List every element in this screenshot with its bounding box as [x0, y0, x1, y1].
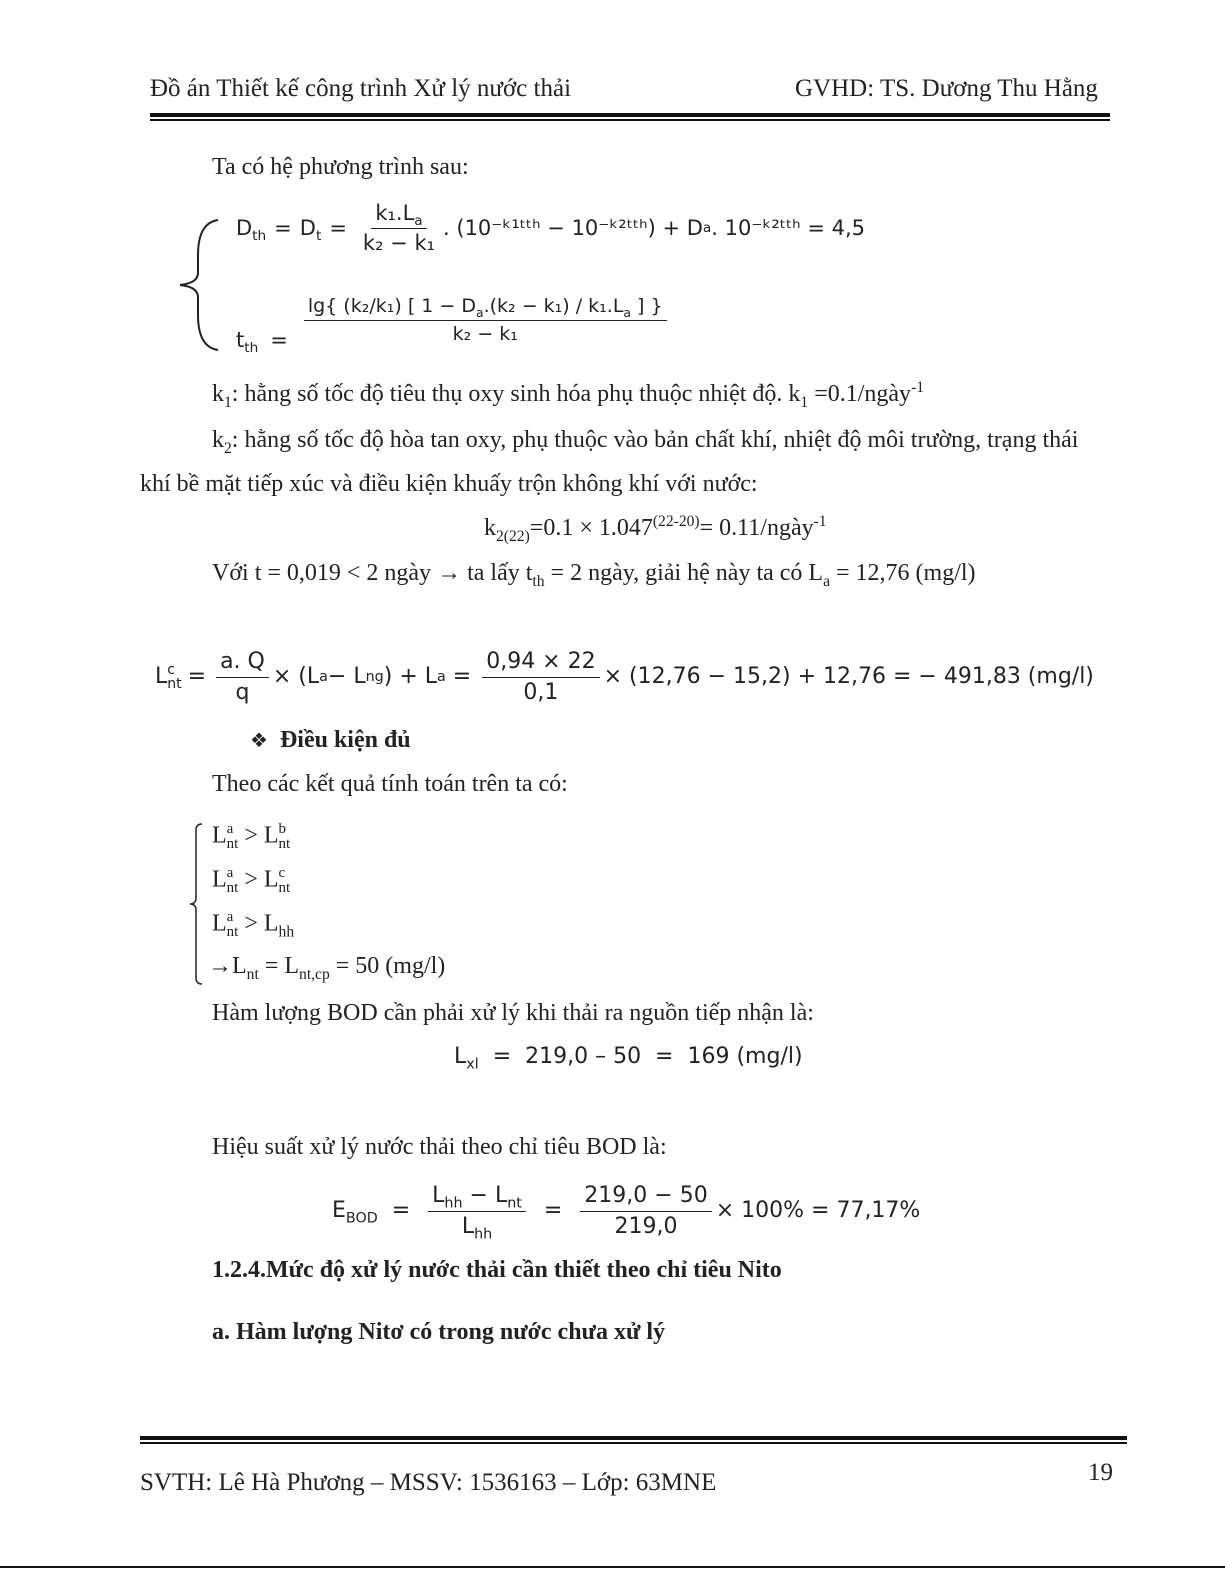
equation-tth: $t_{th}$ = $\frac{\lg\{ (k_2/k_1) [ 1 - D_a.(k_2 - k_1) / k_1.L_a ] \}}{\text{k₂ − k₁}}$ — [236, 275, 671, 365]
header-left: Đồ án Thiết kế công trình Xử lý nước thải — [150, 75, 572, 102]
header-rule-thick — [150, 113, 1110, 117]
system-conclusion: $\to L_{nt} = L_{nt,cp} = 50$ (mg/l) — [208, 953, 446, 983]
equation-dth: $D_{th}$ = $D_t$ = $\frac{k_1.L_a}{\text{k₂ − k₁}}$ . (10⁻ᵏ¹ᵗᵗʰ − 10⁻ᵏ²ᵗᵗʰ) + D a . 10⁻ᵏ²ᵗᵗʰ = 4,5 — [236, 200, 866, 255]
system-row-3: L a nt > $L_{hh}$ — [212, 909, 295, 941]
sufficient-condition-title: ❖ Điều kiện đủ — [250, 727, 411, 753]
k2-definition: $k_2$: hằng số tốc độ hòa tan oxy, phụ thuộc vào bản chất khí, nhiệt độ môi trường, trạng thái — [212, 427, 1079, 457]
eq1-tail: . 10⁻ᵏ²ᵗᵗʰ = 4,5 — [711, 215, 866, 240]
bod-intro: Hàm lượng BOD cần phải xử lý khi thải ra nguồn tiếp nhận là: — [212, 1000, 814, 1026]
system-row-2: L a nt > L c nt — [212, 865, 291, 896]
eq1-fraction: $\frac{k_1.L_a}{\text{k₂ − k₁}}$ — [362, 200, 436, 255]
eq1-equals: = — [274, 215, 292, 240]
results-intro: Theo các kết quả tính toán trên ta có: — [212, 771, 568, 797]
equation-lxl: $L_{xl} = 219,0 - 50 = 169$ (mg/l) — [454, 1044, 803, 1073]
footer-rule-thin — [140, 1442, 1127, 1444]
k1-definition: $k_1$: hằng số tốc độ tiêu thụ oxy sinh hóa phụ thuộc nhiệt độ. $k_1$ =0.1/ngày$^{-1}$ — [212, 379, 925, 411]
footer-rule-thick — [140, 1436, 1127, 1440]
eff-tail: × 100% = 77,17% — [715, 1198, 921, 1223]
tth-assumption: Với t = 0,019 < 2 ngày → ta lấy $t_{th} = 2$ ngày, giải hệ này ta có $L_a = 12,76$ (mg/l) — [212, 560, 976, 590]
left-brace-icon — [170, 215, 230, 355]
intro-text: Ta có hệ phương trình sau: — [212, 154, 469, 180]
header-rule-thin — [150, 119, 1110, 121]
section-title: 1.2.4.Mức độ xử lý nước thải cần thiết theo chỉ tiêu Nito — [212, 1257, 782, 1283]
eq1-dt: $D_t$ — [299, 215, 322, 244]
page-number: 19 — [1088, 1459, 1113, 1486]
system-row-1: L a nt > L b nt — [212, 821, 291, 852]
subsection-title: a. Hàm lượng Nitơ có trong nước chưa xử lý — [212, 1319, 666, 1345]
lc-tail: × (12,76 − 15,2) + 12,76 = − 491,83 (mg/l) — [603, 664, 1094, 689]
eq2-lhs: $t_{th}$ — [236, 327, 259, 356]
k2-definition-cont: khí bề mặt tiếp xúc và điều kiện khuấy trộn không khí với nước: — [140, 471, 758, 497]
lc-fraction-1: $\frac{a. Q}{q}$ — [216, 651, 269, 704]
lc-lhs: L c nt — [155, 662, 182, 692]
eff-fraction-2: $\frac{219,0 - 50}{219,0}$ — [580, 1185, 711, 1238]
page-edge-line — [0, 1566, 1225, 1568]
eff-fraction-1: $\frac{L_{hh} - L_{nt}}{L_{hh}}$ — [428, 1185, 526, 1238]
equation-efficiency: $E_{BOD}$ = $\frac{L_{hh} - L_{nt}}{L_{hh}}$ = $\frac{219,0 - 50}{219,0}$ × 100% = 77,17% — [332, 1182, 921, 1242]
header-right: GVHD: TS. Dương Thu Hằng — [795, 75, 1098, 102]
diamond-bullet-icon: ❖ — [250, 728, 268, 752]
equation-lc: L c nt = $\frac{a. Q}{q}$ × (L a − L ng ) + L a = $\frac{0,94 \times 22}{0,1}$ × (12,76 − 15,2) + 12,76 = − 491,83 (mg/l) — [155, 648, 1094, 705]
eq2-fraction: $\frac{\lg\{ (k_2/k_1) [ 1 - D_a.(k_2 - k_1) / k_1.L_a ] \}}{\text{k₂ − k₁}}$ — [304, 297, 667, 344]
eq1-bracket: . (10⁻ᵏ¹ᵗᵗʰ − 10⁻ᵏ²ᵗᵗʰ) + D — [443, 215, 703, 240]
footer-left: SVTH: Lê Hà Phương – MSSV: 1536163 – Lớp: 63MNE — [140, 1469, 717, 1496]
efficiency-intro: Hiệu suất xử lý nước thải theo chỉ tiêu BOD là: — [212, 1134, 667, 1160]
system-brace-icon — [188, 822, 208, 986]
k2-formula: $k_{2(22)}=0.1 \times 1.047^{(22-20)}=$ 0.11/ngày$^{-1}$ — [484, 513, 827, 545]
lc-fraction-2: $\frac{0,94 \times 22}{0,1}$ — [482, 651, 599, 704]
eq1-lhs: $D_{th}$ — [236, 215, 267, 244]
